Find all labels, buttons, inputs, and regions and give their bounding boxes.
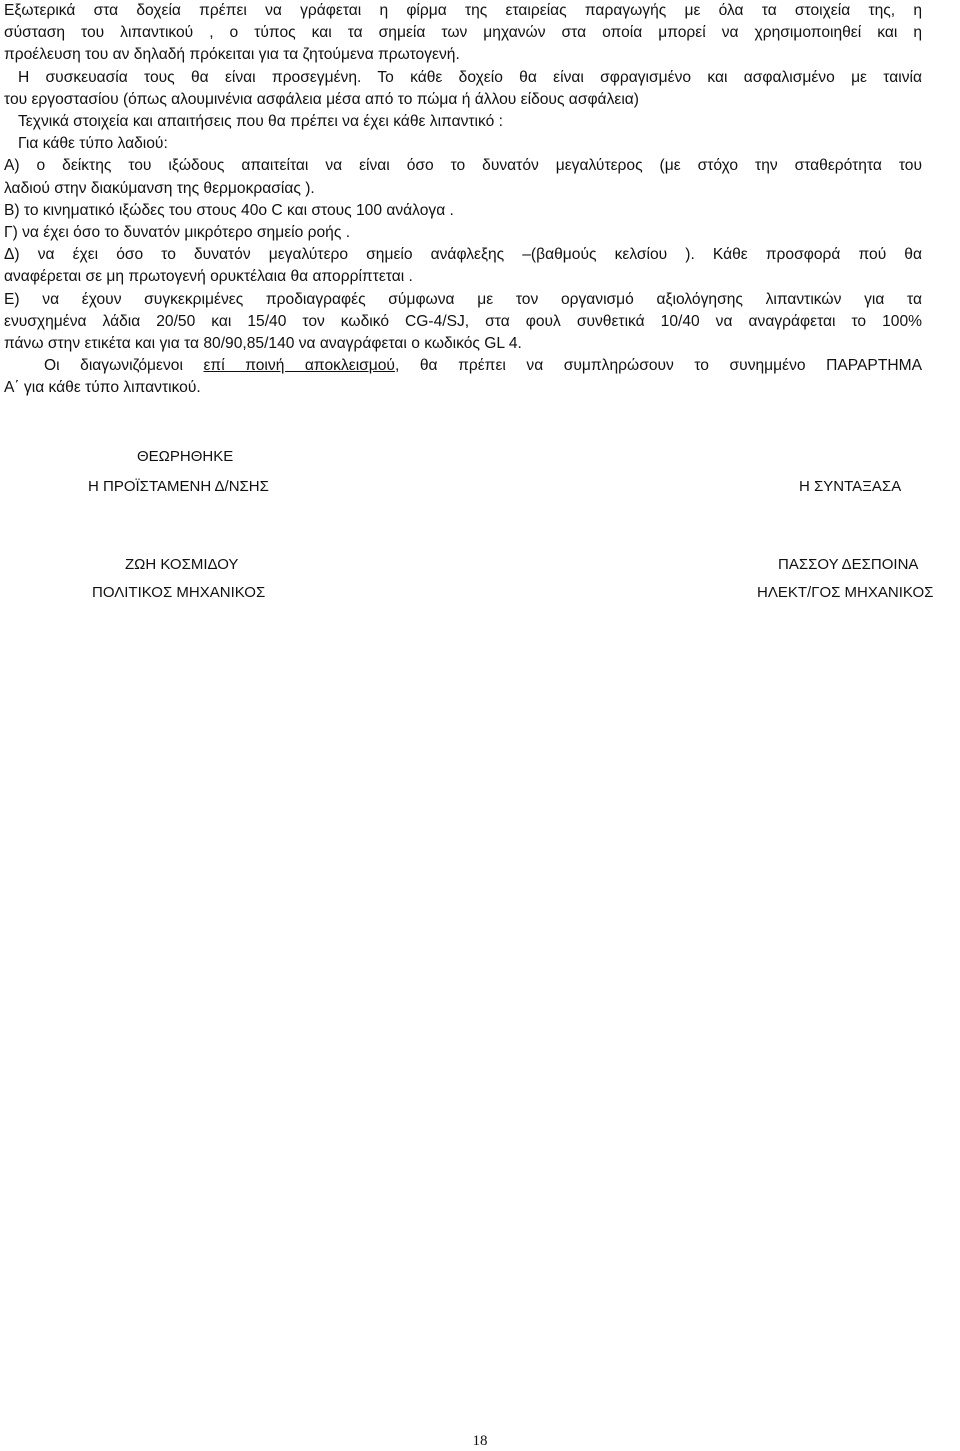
exclusion-underlined: επί ποινή αποκλεισμού (203, 357, 395, 375)
paragraph-line: Η συσκευασία τους θα είναι προσεγμένη. Το κάθε δοχείο θα είναι σφραγισμένο και ασφαλισμένο με ταινία (18, 68, 922, 86)
exclusion-paragraph (4, 355, 922, 377)
paragraph-line: Για κάθε τύπο λαδιού: (18, 135, 168, 153)
paragraph-line: Α΄ για κάθε τύπο λιπαντικού. (4, 379, 201, 397)
document-body (4, 0, 922, 400)
exclusion-text-pre: Οι διαγωνιζόμενοι (44, 357, 204, 375)
requirement-d-line: αναφέρεται σε μη πρωτογενή ορυκτέλαια θα απορρίπτεται . (4, 268, 413, 286)
requirement-e-line: πάνω στην ετικέτα και για τα 80/90,85/140 να αναγράφεται ο κωδικός GL 4. (4, 335, 522, 353)
requirement-e-line: ενυσχημένα λάδια 20/50 και 15/40 τον κωδικό CG-4/SJ, στα φουλ συνθετικά 10/40 να αναγράφεται το 100% (4, 312, 922, 330)
requirement-e-line: Ε) να έχουν συγκεκριμένες προδιαγραφές σύμφωνα με τον οργανισμό αξιολόγησης λιπαντικών για τα (4, 290, 922, 308)
left-signatory-name: ΖΩΗ ΚΟΣΜΙΔΟΥ (125, 556, 239, 573)
exclusion-text-post: , θα πρέπει να συμπληρώσουν το συνημμένο ΠΑΡΑΡΤΗΜΑ (394, 357, 922, 375)
right-signatory-name: ΠΑΣΣΟΥ ΔΕΣΠΟΙΝΑ (778, 556, 919, 573)
left-signatory-position: ΠΟΛΙΤΙΚΟΣ ΜΗΧΑΝΙΚΟΣ (92, 584, 266, 601)
requirement-d-line: Δ) να έχει όσο το δυνατόν μεγαλύτερο σημείο ανάφλεξης –(βαθμούς κελσίου ). Κάθε προσφορά πού θα (4, 246, 922, 264)
requirement-c: Γ) να έχει όσο το δυνατόν μικρότερο σημείο ροής . (4, 224, 351, 242)
paragraph-line: Εξωτερικά στα δοχεία πρέπει να γράφεται η φίρμα της εταιρείας παραγωγής με όλα τα στοιχεία της, η (4, 2, 922, 19)
paragraph-line: του εργοστασίου (όπως αλουμινένια ασφάλεια μέσα από το πώμα ή άλλου είδους ασφάλεια) (4, 90, 639, 108)
requirement-b: Β) το κινηματικό ιξώδες του στους 40ο C και στους 100 ανάλογα . (4, 201, 454, 219)
requirement-a-line: Α) ο δείκτης του ιξώδους απαιτείται να είναι όσο το δυνατόν μεγαλύτερος (με στόχο την σταθερότητα του (4, 157, 922, 175)
page-number: 18 (472, 1433, 488, 1449)
requirement-a-line: λαδιού στην διακύμανση της θερμοκρασίας ). (4, 179, 315, 197)
approval-heading: ΘΕΩΡΗΘΗΚΕ (137, 448, 234, 465)
paragraph-line: προέλευση του αν δηλαδή πρόκειται για τα ζητούμενα πρωτογενή. (4, 46, 460, 64)
left-signatory-role: Η ΠΡΟΪΣΤΑΜΕΝΗ Δ/ΝΣΗΣ (88, 478, 269, 495)
paragraph-line: σύσταση του λιπαντικού , ο τύπος και τα σημεία των μηχανών στα οποία μπορεί να χρησιμοποιηθεί και η (4, 24, 922, 42)
paragraph-line: Τεχνικά στοιχεία και απαιτήσεις που θα πρέπει να έχει κάθε λιπαντικό : (18, 113, 503, 131)
right-signatory-position: ΗΛΕΚΤ/ΓΟΣ ΜΗΧΑΝΙΚΟΣ (757, 584, 934, 601)
right-signatory-role: Η ΣΥΝΤΑΞΑΣΑ (799, 478, 902, 495)
